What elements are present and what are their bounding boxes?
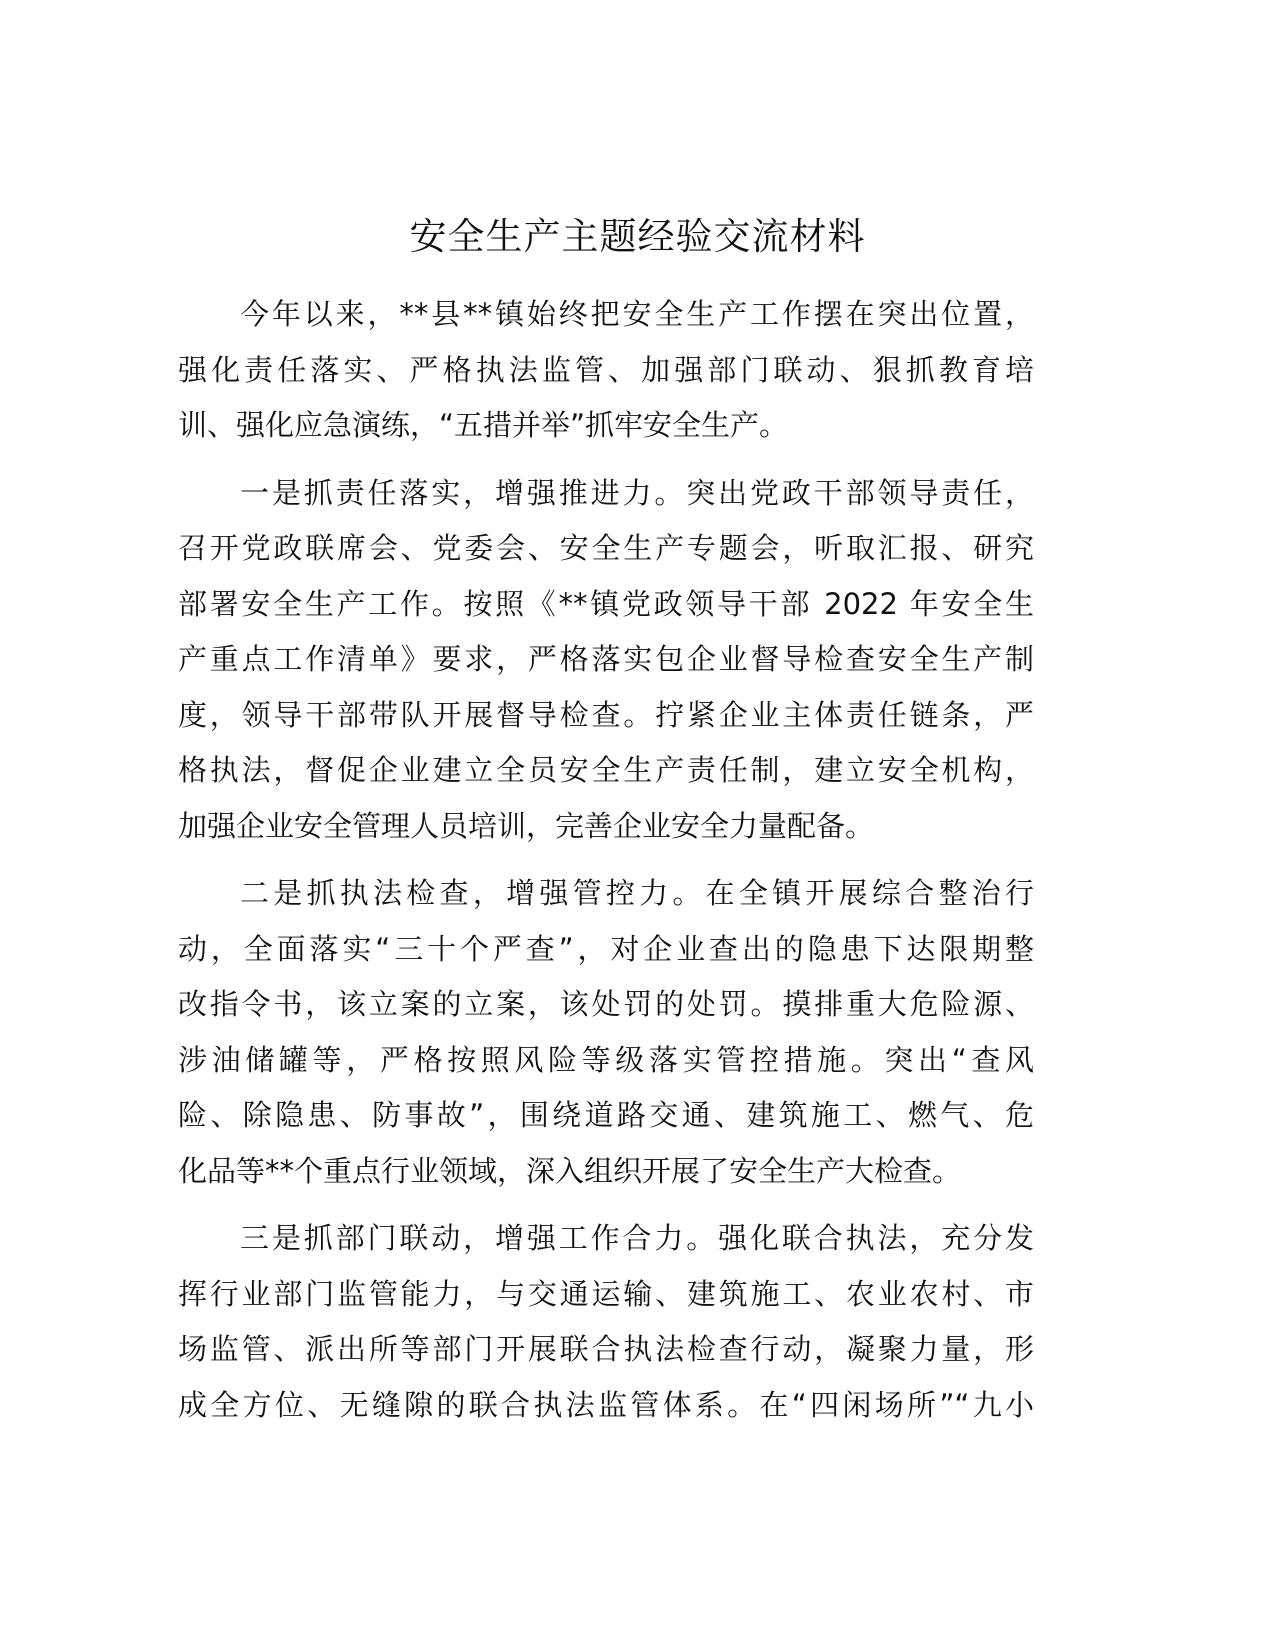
- text-line: 今年以来，**县**镇始终把安全生产工作摆在突出位置，: [240, 297, 1034, 331]
- text-line: 部署安全生产工作。按照《**镇党政领导干部 2022 年安全生: [178, 586, 1034, 621]
- text-line: 召开党政联席会、党委会、安全生产专题会，听取汇报、研究: [178, 531, 1034, 565]
- paragraph-coordination: [178, 1211, 1034, 1433]
- text-line: 训、强化应急演练，“五措并举”抓牢安全生产。: [178, 408, 789, 442]
- text-line: 加强企业安全管理人员培训，完善企业安全力量配备。: [178, 808, 875, 843]
- text-line: 改指令书，该立案的立案，该处罚的处罚。摸排重大危险源、: [178, 987, 1034, 1021]
- text-line: 动，全面落实“三十个严查”，对企业查出的隐患下达限期整: [178, 931, 1034, 966]
- text-line: 成全方位、无缝隙的联合执法监管体系。在“四闲场所”“九小: [178, 1387, 1034, 1422]
- text-line: 强化责任落实、严格执法监管、加强部门联动、狠抓教育培: [178, 352, 1034, 387]
- text-line: 场监管、派出所等部门开展联合执法检查行动，凝聚力量，形: [178, 1332, 1034, 1366]
- text-line: 二是抓执法检查，增强管控力。在全镇开展综合整治行: [240, 876, 1034, 910]
- paragraph-responsibility: [178, 466, 1034, 855]
- text-line: 化品等**个重点行业领域，深入组织开展了安全生产大检查。: [178, 1153, 962, 1188]
- document-body: [178, 287, 1034, 1445]
- text-line: 格执法，督促企业建立全员安全生产责任制，建立安全机构，: [178, 753, 1034, 787]
- text-line: 险、除隐患、防事故”，围绕道路交通、建筑施工、燃气、危: [178, 1098, 1034, 1132]
- text-line: 涉油储罐等，严格按照风险等级落实管控措施。突出“查风: [178, 1042, 1034, 1077]
- text-line: 一是抓责任落实，增强推进力。突出党政干部领导责任，: [240, 475, 1034, 510]
- paragraph-intro: [178, 287, 1034, 454]
- text-line: 三是抓部门联动，增强工作合力。强化联合执法，充分发: [240, 1221, 1034, 1255]
- text-line: 挥行业部门监管能力，与交通运输、建筑施工、农业农村、市: [178, 1276, 1034, 1311]
- text-line: 产重点工作清单》要求，严格落实包企业督导检查安全生产制: [178, 642, 1034, 676]
- paragraph-enforcement: [178, 866, 1034, 1199]
- text-line: 度，领导干部带队开展督导检查。拧紧企业主体责任链条，严: [178, 697, 1034, 732]
- document-title: 安全生产主题经验交流材料: [409, 215, 866, 258]
